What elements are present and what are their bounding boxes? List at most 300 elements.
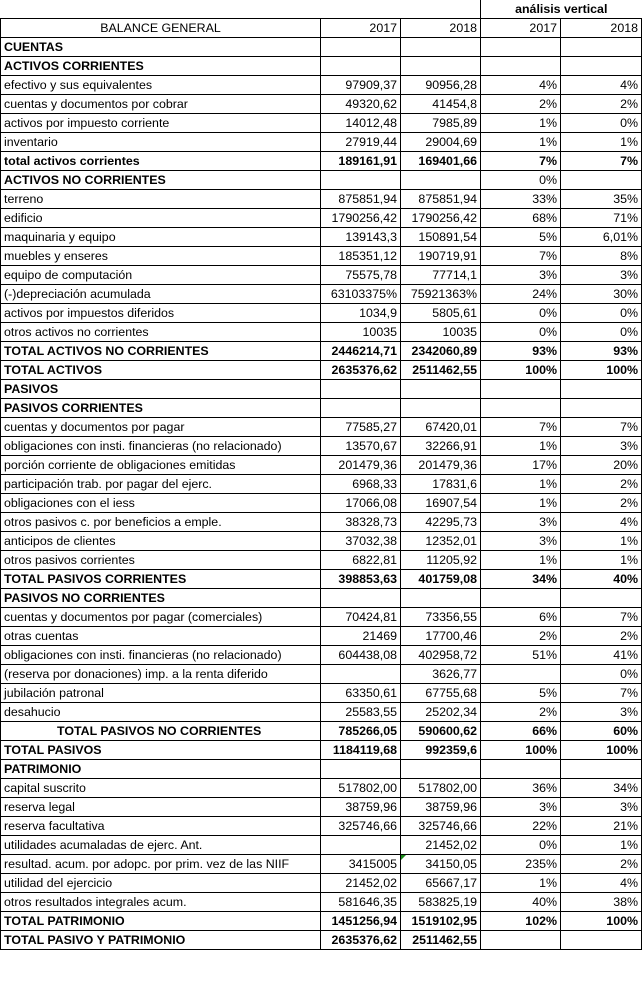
table-row xyxy=(1,380,642,399)
table-row xyxy=(1,779,642,798)
value-2018-cell[interactable]: 21452,02 xyxy=(401,836,481,855)
percent-2018-cell[interactable] xyxy=(561,931,642,950)
percent-2018-cell[interactable] xyxy=(561,171,642,190)
value-2018-cell[interactable]: 38759,96 xyxy=(401,798,481,817)
value-2017-cell[interactable]: 2635376,62 xyxy=(321,931,401,950)
value-2017-cell[interactable]: 6968,33 xyxy=(321,475,401,494)
row-label-cell[interactable]: otros pasivos corrientes xyxy=(1,551,321,570)
value-2018-cell[interactable]: 1519102,95 xyxy=(401,912,481,931)
value-2017-cell[interactable]: 17066,08 xyxy=(321,494,401,513)
row-label-cell[interactable]: edificio xyxy=(1,209,321,228)
row-label-cell[interactable]: activos por impuesto corriente xyxy=(1,114,321,133)
value-2017-cell[interactable]: 1790256,42 xyxy=(321,209,401,228)
percent-2018-cell[interactable]: 2% xyxy=(561,627,642,646)
value-2018-cell[interactable]: 90956,28 xyxy=(401,76,481,95)
value-2017-cell[interactable]: 3415005 xyxy=(321,855,401,874)
percent-2018-cell[interactable]: 100% xyxy=(561,361,642,380)
percent-2018-cell[interactable]: 2% xyxy=(561,95,642,114)
value-2017-cell[interactable]: 189161,91 xyxy=(321,152,401,171)
table-row xyxy=(1,247,642,266)
table-row xyxy=(1,285,642,304)
percent-2018-cell[interactable]: 35% xyxy=(561,190,642,209)
av-year-2-header[interactable]: 2018 xyxy=(561,19,642,38)
value-2018-cell[interactable] xyxy=(401,38,481,57)
table-row xyxy=(1,475,642,494)
table-row xyxy=(1,855,642,874)
percent-2018-cell[interactable]: 34% xyxy=(561,779,642,798)
value-2018-cell[interactable]: 7985,89 xyxy=(401,114,481,133)
percent-2017-cell[interactable]: 33% xyxy=(481,190,561,209)
table-row xyxy=(1,551,642,570)
percent-2017-cell[interactable] xyxy=(481,57,561,76)
row-label-cell[interactable]: PASIVOS NO CORRIENTES xyxy=(1,589,321,608)
table-row xyxy=(1,722,642,741)
value-2018-cell[interactable] xyxy=(401,380,481,399)
row-label-cell[interactable]: desahucio xyxy=(1,703,321,722)
row-label-cell[interactable]: obligaciones con insti. financieras (no relacionado) xyxy=(1,437,321,456)
table-row xyxy=(1,665,642,684)
value-2017-cell[interactable]: 49320,62 xyxy=(321,95,401,114)
percent-2018-cell[interactable]: 3% xyxy=(561,266,642,285)
table-row xyxy=(1,133,642,152)
table-row xyxy=(1,399,642,418)
percent-2018-cell[interactable] xyxy=(561,760,642,779)
header-blank-cell[interactable] xyxy=(321,0,401,19)
row-label-cell[interactable]: cuentas y documentos por pagar xyxy=(1,418,321,437)
value-2017-cell[interactable]: 25583,55 xyxy=(321,703,401,722)
value-2018-cell[interactable]: 65667,17 xyxy=(401,874,481,893)
value-2018-cell[interactable]: 42295,73 xyxy=(401,513,481,532)
percent-2018-cell[interactable]: 1% xyxy=(561,551,642,570)
percent-2017-cell[interactable]: 1% xyxy=(481,874,561,893)
row-label-cell[interactable]: terreno xyxy=(1,190,321,209)
table-row xyxy=(1,266,642,285)
percent-2017-cell[interactable]: 7% xyxy=(481,247,561,266)
value-2017-cell[interactable]: 201479,36 xyxy=(321,456,401,475)
row-label-cell[interactable]: reserva legal xyxy=(1,798,321,817)
percent-2018-cell[interactable] xyxy=(561,38,642,57)
value-2017-cell[interactable] xyxy=(321,760,401,779)
row-label-cell[interactable]: PASIVOS CORRIENTES xyxy=(1,399,321,418)
row-label-cell[interactable]: jubilación patronal xyxy=(1,684,321,703)
percent-2018-cell[interactable]: 7% xyxy=(561,608,642,627)
row-label-cell[interactable]: PATRIMONIO xyxy=(1,760,321,779)
percent-2017-cell[interactable]: 17% xyxy=(481,456,561,475)
percent-2018-cell[interactable]: 3% xyxy=(561,703,642,722)
table-row xyxy=(1,190,642,209)
value-2018-cell[interactable]: 77714,1 xyxy=(401,266,481,285)
row-label-cell[interactable]: TOTAL ACTIVOS xyxy=(1,361,321,380)
header-row xyxy=(1,19,642,38)
value-2018-cell[interactable]: 67420,01 xyxy=(401,418,481,437)
value-2018-cell[interactable]: 75921363% xyxy=(401,285,481,304)
percent-2018-cell[interactable] xyxy=(561,589,642,608)
row-label-cell[interactable]: TOTAL PATRIMONIO xyxy=(1,912,321,931)
table-row xyxy=(1,209,642,228)
row-label-cell[interactable]: muebles y enseres xyxy=(1,247,321,266)
value-2017-cell[interactable]: 581646,35 xyxy=(321,893,401,912)
value-2017-cell[interactable] xyxy=(321,399,401,418)
table-row xyxy=(1,437,642,456)
value-2017-cell[interactable]: 2446214,71 xyxy=(321,342,401,361)
row-label-cell[interactable]: TOTAL PASIVOS xyxy=(1,741,321,760)
table-row xyxy=(1,627,642,646)
row-label-cell[interactable]: otros activos no corrientes xyxy=(1,323,321,342)
table-row xyxy=(1,38,642,57)
row-label-cell[interactable]: cuentas y documentos por cobrar xyxy=(1,95,321,114)
value-2018-cell[interactable]: 17831,6 xyxy=(401,475,481,494)
value-2018-cell[interactable] xyxy=(401,57,481,76)
percent-2018-cell[interactable]: 41% xyxy=(561,646,642,665)
value-2018-cell[interactable]: 875851,94 xyxy=(401,190,481,209)
percent-2018-cell[interactable]: 3% xyxy=(561,437,642,456)
percent-2018-cell[interactable]: 38% xyxy=(561,893,642,912)
value-2018-cell[interactable]: 3626,77 xyxy=(401,665,481,684)
percent-2018-cell[interactable]: 7% xyxy=(561,418,642,437)
row-label-cell[interactable]: otras cuentas xyxy=(1,627,321,646)
percent-2017-cell[interactable]: 7% xyxy=(481,152,561,171)
value-2017-cell[interactable]: 70424,81 xyxy=(321,608,401,627)
percent-2017-cell[interactable]: 3% xyxy=(481,266,561,285)
percent-2018-cell[interactable]: 0% xyxy=(561,304,642,323)
value-2018-cell[interactable]: 29004,69 xyxy=(401,133,481,152)
value-2017-cell[interactable]: 21469 xyxy=(321,627,401,646)
value-2017-cell[interactable]: 398853,63 xyxy=(321,570,401,589)
value-2017-cell[interactable]: 63103375% xyxy=(321,285,401,304)
percent-2017-cell[interactable]: 6% xyxy=(481,608,561,627)
percent-2017-cell[interactable]: 1% xyxy=(481,475,561,494)
table-row xyxy=(1,418,642,437)
row-label-cell[interactable]: ACTIVOS CORRIENTES xyxy=(1,57,321,76)
value-2017-cell[interactable]: 6822,81 xyxy=(321,551,401,570)
percent-2018-cell[interactable]: 6,01% xyxy=(561,228,642,247)
value-2017-cell[interactable]: 77585,27 xyxy=(321,418,401,437)
value-2017-cell[interactable]: 75575,78 xyxy=(321,266,401,285)
percent-2017-cell[interactable]: 0% xyxy=(481,323,561,342)
percent-2017-cell[interactable]: 51% xyxy=(481,646,561,665)
value-2018-cell[interactable]: 325746,66 xyxy=(401,817,481,836)
value-2018-cell[interactable]: 583825,19 xyxy=(401,893,481,912)
value-2018-cell[interactable]: 41454,8 xyxy=(401,95,481,114)
value-2018-cell[interactable]: 401759,08 xyxy=(401,570,481,589)
percent-2018-cell[interactable]: 4% xyxy=(561,513,642,532)
title-cell[interactable]: BALANCE GENERAL xyxy=(1,19,321,38)
percent-2017-cell[interactable]: 22% xyxy=(481,817,561,836)
value-2017-cell[interactable]: 13570,67 xyxy=(321,437,401,456)
table-row xyxy=(1,589,642,608)
value-2018-cell[interactable]: 2342060,89 xyxy=(401,342,481,361)
percent-2017-cell[interactable]: 1% xyxy=(481,114,561,133)
value-2017-cell[interactable]: 27919,44 xyxy=(321,133,401,152)
vertical-analysis-header[interactable]: análisis vertical xyxy=(481,0,642,19)
value-2017-cell[interactable]: 21452,02 xyxy=(321,874,401,893)
row-label-cell[interactable]: maquinaria y equipo xyxy=(1,228,321,247)
row-label-cell[interactable]: capital suscrito xyxy=(1,779,321,798)
row-label-cell[interactable]: obligaciones con insti. financieras (no relacionado) xyxy=(1,646,321,665)
percent-2017-cell[interactable]: 235% xyxy=(481,855,561,874)
table-row xyxy=(1,171,642,190)
table-row xyxy=(1,152,642,171)
value-2018-cell[interactable]: 2511462,55 xyxy=(401,931,481,950)
row-label-cell[interactable]: cuentas y documentos por pagar (comerciales) xyxy=(1,608,321,627)
balance-sheet-body xyxy=(1,0,642,950)
table-row xyxy=(1,608,642,627)
row-label-cell[interactable]: otros pasivos c. por beneficios a emple. xyxy=(1,513,321,532)
percent-2017-cell[interactable]: 0% xyxy=(481,836,561,855)
table-row xyxy=(1,361,642,380)
percent-2017-cell[interactable]: 3% xyxy=(481,532,561,551)
row-label-cell[interactable]: activos por impuestos diferidos xyxy=(1,304,321,323)
percent-2018-cell[interactable]: 100% xyxy=(561,912,642,931)
percent-2017-cell[interactable]: 102% xyxy=(481,912,561,931)
table-row xyxy=(1,684,642,703)
percent-2017-cell[interactable]: 0% xyxy=(481,304,561,323)
row-label-cell[interactable]: ACTIVOS NO CORRIENTES xyxy=(1,171,321,190)
percent-2018-cell[interactable]: 30% xyxy=(561,285,642,304)
percent-2018-cell[interactable]: 0% xyxy=(561,665,642,684)
value-2018-cell[interactable]: 201479,36 xyxy=(401,456,481,475)
row-label-cell[interactable]: TOTAL PASIVO Y PATRIMONIO xyxy=(1,931,321,950)
percent-2017-cell[interactable]: 24% xyxy=(481,285,561,304)
value-2018-cell[interactable] xyxy=(401,399,481,418)
row-label-cell[interactable]: inventario xyxy=(1,133,321,152)
value-2018-cell[interactable]: 5805,61 xyxy=(401,304,481,323)
table-row xyxy=(1,114,642,133)
value-2017-cell[interactable]: 1184119,68 xyxy=(321,741,401,760)
year-2-header[interactable]: 2018 xyxy=(401,19,481,38)
value-2018-cell[interactable]: 992359,6 xyxy=(401,741,481,760)
value-2018-cell[interactable]: 32266,91 xyxy=(401,437,481,456)
row-label-cell[interactable]: resultad. acum. por adopc. por prim. vez de las NIIF xyxy=(1,855,321,874)
percent-2018-cell[interactable]: 4% xyxy=(561,76,642,95)
value-2017-cell[interactable]: 10035 xyxy=(321,323,401,342)
value-2017-cell[interactable] xyxy=(321,38,401,57)
percent-2018-cell[interactable]: 2% xyxy=(561,494,642,513)
value-2018-cell[interactable] xyxy=(401,760,481,779)
table-row xyxy=(1,532,642,551)
percent-2018-cell[interactable] xyxy=(561,57,642,76)
table-row xyxy=(1,798,642,817)
value-2018-cell[interactable] xyxy=(401,171,481,190)
value-2017-cell[interactable]: 875851,94 xyxy=(321,190,401,209)
value-2017-cell[interactable] xyxy=(321,171,401,190)
table-row xyxy=(1,494,642,513)
value-2017-cell[interactable]: 1034,9 xyxy=(321,304,401,323)
value-2018-cell[interactable]: 150891,54 xyxy=(401,228,481,247)
year-1-header[interactable]: 2017 xyxy=(321,19,401,38)
percent-2017-cell[interactable]: 68% xyxy=(481,209,561,228)
table-row xyxy=(1,817,642,836)
percent-2018-cell[interactable]: 1% xyxy=(561,836,642,855)
value-2018-cell[interactable]: 169401,66 xyxy=(401,152,481,171)
value-2017-cell[interactable]: 325746,66 xyxy=(321,817,401,836)
row-label-cell[interactable]: TOTAL PASIVOS CORRIENTES xyxy=(1,570,321,589)
row-label-cell[interactable]: total activos corrientes xyxy=(1,152,321,171)
percent-2018-cell[interactable]: 7% xyxy=(561,152,642,171)
percent-2018-cell[interactable]: 60% xyxy=(561,722,642,741)
percent-2017-cell[interactable]: 1% xyxy=(481,437,561,456)
percent-2017-cell[interactable]: 4% xyxy=(481,76,561,95)
row-label-cell[interactable]: (-)depreciación acumulada xyxy=(1,285,321,304)
table-row xyxy=(1,57,642,76)
percent-2017-cell[interactable]: 5% xyxy=(481,684,561,703)
percent-2018-cell[interactable]: 7% xyxy=(561,684,642,703)
row-label-cell[interactable]: PASIVOS xyxy=(1,380,321,399)
table-row xyxy=(1,323,642,342)
row-label-cell[interactable]: TOTAL ACTIVOS NO CORRIENTES xyxy=(1,342,321,361)
value-2017-cell[interactable]: 63350,61 xyxy=(321,684,401,703)
percent-2018-cell[interactable]: 40% xyxy=(561,570,642,589)
row-label-cell[interactable]: efectivo y sus equivalentes xyxy=(1,76,321,95)
table-row xyxy=(1,95,642,114)
value-2018-cell[interactable] xyxy=(401,589,481,608)
percent-2017-cell[interactable] xyxy=(481,665,561,684)
percent-2017-cell[interactable]: 100% xyxy=(481,361,561,380)
percent-2017-cell[interactable] xyxy=(481,399,561,418)
value-2017-cell[interactable] xyxy=(321,589,401,608)
value-2017-cell[interactable]: 2635376,62 xyxy=(321,361,401,380)
value-2017-cell[interactable]: 38328,73 xyxy=(321,513,401,532)
table-row xyxy=(1,874,642,893)
value-2018-cell[interactable]: 12352,01 xyxy=(401,532,481,551)
row-label-cell[interactable]: anticipos de clientes xyxy=(1,532,321,551)
table-row xyxy=(1,912,642,931)
percent-2017-cell[interactable]: 93% xyxy=(481,342,561,361)
table-row xyxy=(1,760,642,779)
percent-2017-cell[interactable] xyxy=(481,380,561,399)
percent-2018-cell[interactable] xyxy=(561,380,642,399)
row-label-cell[interactable]: equipo de computación xyxy=(1,266,321,285)
percent-2018-cell[interactable]: 2% xyxy=(561,475,642,494)
value-2017-cell[interactable]: 14012,48 xyxy=(321,114,401,133)
row-label-cell[interactable]: (reserva por donaciones) imp. a la renta diferido xyxy=(1,665,321,684)
cell-comment-indicator-icon xyxy=(401,855,406,860)
value-2017-cell[interactable]: 139143,3 xyxy=(321,228,401,247)
value-2018-cell[interactable]: 402958,72 xyxy=(401,646,481,665)
percent-2017-cell[interactable]: 66% xyxy=(481,722,561,741)
percent-2018-cell[interactable]: 1% xyxy=(561,133,642,152)
percent-2018-cell[interactable]: 0% xyxy=(561,114,642,133)
percent-2017-cell[interactable]: 1% xyxy=(481,494,561,513)
table-row xyxy=(1,836,642,855)
row-label-cell[interactable]: obligaciones con el iess xyxy=(1,494,321,513)
row-label-cell[interactable]: porción corriente de obligaciones emitidas xyxy=(1,456,321,475)
table-row xyxy=(1,741,642,760)
percent-2018-cell[interactable]: 2% xyxy=(561,855,642,874)
header-group-row xyxy=(1,0,642,19)
value-2018-cell[interactable]: 73356,55 xyxy=(401,608,481,627)
percent-2017-cell[interactable]: 3% xyxy=(481,798,561,817)
value-2018-cell[interactable]: 10035 xyxy=(401,323,481,342)
value-2017-cell[interactable]: 517802,00 xyxy=(321,779,401,798)
row-label-cell[interactable]: CUENTAS xyxy=(1,38,321,57)
table-row xyxy=(1,513,642,532)
percent-2017-cell[interactable]: 1% xyxy=(481,551,561,570)
percent-2018-cell[interactable]: 21% xyxy=(561,817,642,836)
value-2018-cell[interactable] xyxy=(401,855,481,874)
percent-2017-cell[interactable]: 2% xyxy=(481,627,561,646)
table-row xyxy=(1,931,642,950)
value-2017-cell[interactable] xyxy=(321,665,401,684)
value-2018-cell[interactable]: 16907,54 xyxy=(401,494,481,513)
cell-value: 34150,05 xyxy=(425,857,477,871)
percent-2018-cell[interactable] xyxy=(561,399,642,418)
value-2017-cell[interactable]: 97909,37 xyxy=(321,76,401,95)
percent-2017-cell[interactable]: 36% xyxy=(481,779,561,798)
value-2017-cell[interactable] xyxy=(321,380,401,399)
value-2018-cell[interactable]: 590600,62 xyxy=(401,722,481,741)
percent-2017-cell[interactable] xyxy=(481,589,561,608)
table-row xyxy=(1,342,642,361)
percent-2017-cell[interactable]: 34% xyxy=(481,570,561,589)
av-year-1-header[interactable]: 2017 xyxy=(481,19,561,38)
header-blank-cell[interactable] xyxy=(1,0,321,19)
percent-2018-cell[interactable]: 4% xyxy=(561,874,642,893)
row-label-cell[interactable]: utilidad del ejercicio xyxy=(1,874,321,893)
percent-2017-cell[interactable]: 100% xyxy=(481,741,561,760)
row-label-cell[interactable]: participación trab. por pagar del ejerc. xyxy=(1,475,321,494)
value-2018-cell[interactable]: 67755,68 xyxy=(401,684,481,703)
value-2017-cell[interactable]: 185351,12 xyxy=(321,247,401,266)
percent-2018-cell[interactable]: 8% xyxy=(561,247,642,266)
value-2018-cell[interactable]: 25202,34 xyxy=(401,703,481,722)
row-label-cell[interactable]: TOTAL PASIVOS NO CORRIENTES xyxy=(1,722,321,741)
percent-2017-cell[interactable]: 1% xyxy=(481,133,561,152)
value-2017-cell[interactable] xyxy=(321,57,401,76)
value-2018-cell[interactable]: 2511462,55 xyxy=(401,361,481,380)
value-2017-cell[interactable]: 37032,38 xyxy=(321,532,401,551)
percent-2018-cell[interactable]: 100% xyxy=(561,741,642,760)
value-2017-cell[interactable]: 785266,05 xyxy=(321,722,401,741)
value-2017-cell[interactable]: 604438,08 xyxy=(321,646,401,665)
percent-2017-cell[interactable]: 3% xyxy=(481,513,561,532)
percent-2018-cell[interactable]: 0% xyxy=(561,323,642,342)
value-2017-cell[interactable]: 1451256,94 xyxy=(321,912,401,931)
percent-2017-cell[interactable] xyxy=(481,760,561,779)
percent-2017-cell[interactable]: 0% xyxy=(481,171,561,190)
value-2017-cell[interactable] xyxy=(321,836,401,855)
row-label-cell[interactable]: utilidades acumaladas de ejerc. Ant. xyxy=(1,836,321,855)
table-row xyxy=(1,570,642,589)
percent-2017-cell[interactable]: 7% xyxy=(481,418,561,437)
table-row xyxy=(1,646,642,665)
value-2018-cell[interactable]: 517802,00 xyxy=(401,779,481,798)
percent-2017-cell[interactable] xyxy=(481,38,561,57)
value-2018-cell[interactable]: 17700,46 xyxy=(401,627,481,646)
header-blank-cell[interactable] xyxy=(401,0,481,19)
percent-2017-cell[interactable]: 40% xyxy=(481,893,561,912)
table-row xyxy=(1,893,642,912)
value-2018-cell[interactable]: 1790256,42 xyxy=(401,209,481,228)
value-2018-cell[interactable]: 11205,92 xyxy=(401,551,481,570)
percent-2018-cell[interactable]: 71% xyxy=(561,209,642,228)
percent-2017-cell[interactable]: 2% xyxy=(481,95,561,114)
row-label-cell[interactable]: reserva facultativa xyxy=(1,817,321,836)
table-row xyxy=(1,76,642,95)
value-2018-cell[interactable]: 190719,91 xyxy=(401,247,481,266)
percent-2017-cell[interactable]: 2% xyxy=(481,703,561,722)
percent-2018-cell[interactable]: 3% xyxy=(561,798,642,817)
percent-2017-cell[interactable]: 5% xyxy=(481,228,561,247)
value-2017-cell[interactable]: 38759,96 xyxy=(321,798,401,817)
percent-2017-cell[interactable] xyxy=(481,931,561,950)
percent-2018-cell[interactable]: 93% xyxy=(561,342,642,361)
percent-2018-cell[interactable]: 20% xyxy=(561,456,642,475)
table-row xyxy=(1,456,642,475)
row-label-cell[interactable]: otros resultados integrales acum. xyxy=(1,893,321,912)
percent-2018-cell[interactable]: 1% xyxy=(561,532,642,551)
table-row xyxy=(1,228,642,247)
